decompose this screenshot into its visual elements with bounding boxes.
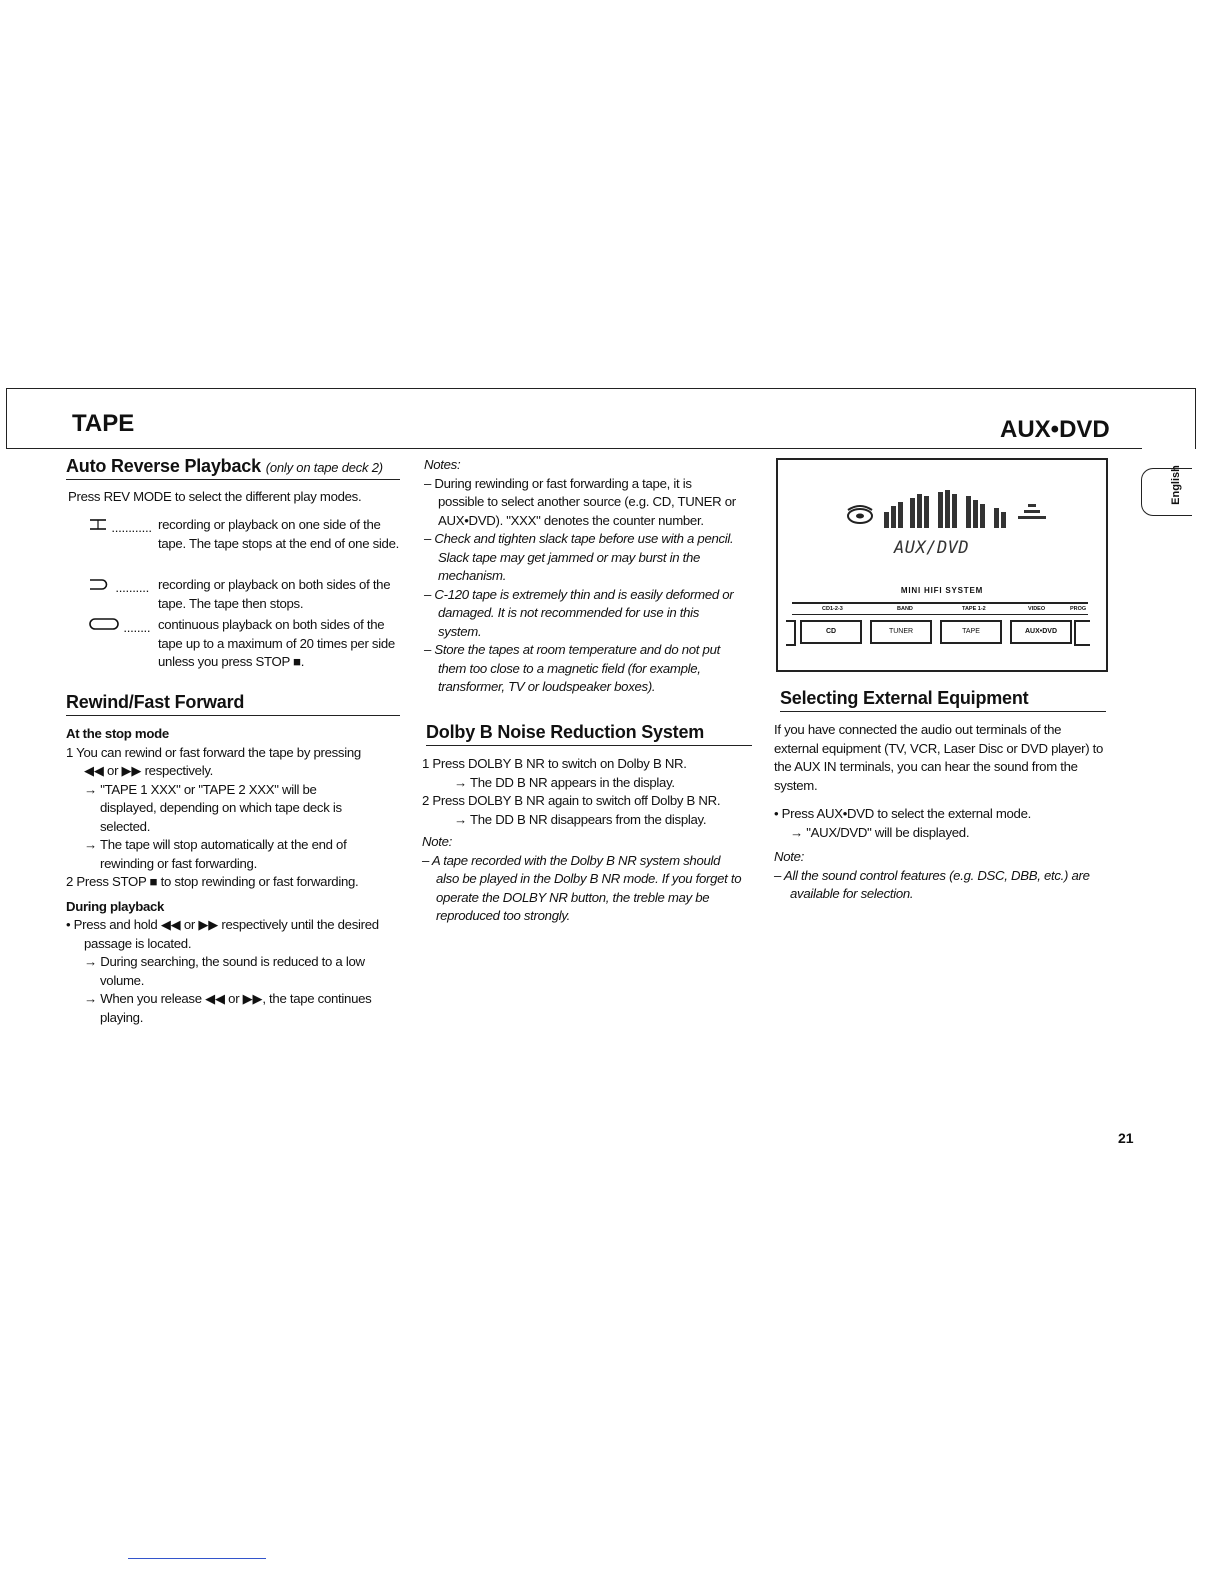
tuner-button[interactable]: TUNER [870,620,932,644]
rewind-heading: Rewind/Fast Forward [66,692,400,716]
dolby-section [426,722,752,746]
auto-reverse-heading [66,456,400,480]
dolby-heading: Dolby B Noise Reduction System [426,722,752,746]
dolby-step-1-result: → The DD B NR appears in the display. [454,774,675,790]
display-divider [792,602,1088,604]
header-rule [6,448,1142,449]
playback-bullet-e: → When you release ◀◀ or ▶▶, the tape continues [84,991,372,1006]
dolby-body [422,755,766,926]
rewind-step-1g: rewinding or fast forwarding. [100,855,257,871]
dolby-note-4: reproduced too strongly. [436,908,571,923]
button-label-cd: CD1-2-3 [822,606,843,612]
external-section [780,688,1106,712]
note-line-6: mechanism. [438,568,507,583]
mode-one-side-dots: ............ [111,520,152,535]
playback-bullet-d: volume. [100,972,145,988]
rewind-step-1: 1 You can rewind or fast forward the tape by pressing [66,744,361,760]
external-heading: Selecting External Equipment [780,688,1106,712]
right-bracket [1074,620,1090,646]
auto-reverse-section [66,456,400,480]
during-playback-heading: During playback [66,898,165,914]
playback-bullet-c: → During searching, the sound is reduced to a low [84,954,365,969]
stop-mode-heading: At the stop mode [66,726,169,741]
rewind-body [66,725,410,1027]
mode-both-sides-text: recording or playback on both sides of the tape. The tape then stops. [158,577,391,611]
rewind-section [66,692,400,716]
rewind-step-1c: → "TAPE 1 XXX" or "TAPE 2 XXX" will be [84,781,317,797]
aux-dvd-button[interactable]: AUX•DVD [1010,620,1072,644]
mode-continuous-text: continuous playback on both sides of the tape up to a maximum of 20 times per side unless you press STOP ■. [158,617,395,669]
mode-both-sides-dots: .......... [115,580,150,595]
display-illustration [776,458,1108,672]
dolby-note-1: – A tape recorded with the Dolby B NR system should [422,852,721,868]
dolby-step-2: 2 Press DOLBY B NR again to switch off Dolby B NR. [422,793,721,808]
dolby-step-1: 1 Press DOLBY B NR to switch on Dolby B NR. [422,756,687,771]
mode-one-side-text: recording or playback on one side of the tape. The tape stops at the end of one side. [158,517,399,551]
notes-label: Notes: [424,457,461,472]
mode-row-one-side [88,516,408,553]
notes-block [424,456,764,697]
external-bullet: • Press AUX•DVD to select the external mode. [774,806,1031,821]
note-line-4: – Check and tighten slack tape before use with a pencil. [424,531,734,546]
external-note-label: Note: [774,849,805,864]
external-p4: system. [774,777,818,793]
note-line-7: – C-120 tape is extremely thin and is easily deformed or [424,586,734,602]
external-note-2: available for selection. [790,886,914,901]
note-line-5: Slack tape may get jammed or may burst in the [438,549,701,565]
one-side-mode-icon [88,516,108,532]
external-p2: external equipment (TV, VCR, Laser Disc or DVD player) to [774,740,1104,756]
language-tab [1141,465,1192,516]
external-bullet-result: → "AUX/DVD" will be displayed. [790,824,970,840]
continuous-mode-icon [88,616,120,632]
system-label: MINI HIFI SYSTEM [900,586,984,595]
note-line-3: AUX•DVD). "XXX" denotes the counter number. [438,512,704,528]
rewind-step-1d: displayed, depending on which tape deck is [100,800,342,815]
language-tab-label: English [1169,465,1182,505]
note-line-8: damaged. It is not recommended for use in this [438,605,700,620]
button-label-band: BAND [897,606,913,612]
button-label-tape: TAPE 1-2 [962,606,986,612]
auto-reverse-subtitle: (only on tape deck 2) [265,460,383,475]
note-line-11: them too close to a magnetic field (for example, [438,660,701,676]
external-body [774,721,1130,904]
external-note-1: – All the sound control features (e.g. DSC, DBB, etc.) are [774,867,1090,883]
note-line-12: transformer, TV or loudspeaker boxes). [438,679,656,694]
page-number: 21 [1118,1130,1134,1146]
mode-continuous-dots: ........ [123,620,151,635]
dolby-note-label: Note: [422,834,453,849]
dolby-note-2: also be played in the Dolby B NR mode. If you forget to [436,871,742,886]
auto-reverse-bullet-text: Press REV MODE to select the different play modes. [68,489,362,504]
auto-reverse-title: Auto Reverse Playback [66,456,261,476]
note-line-1: – During rewinding or fast forwarding a tape, it is [424,475,692,491]
playback-bullet-f: playing. [100,1009,144,1025]
note-line-9: system. [438,623,482,639]
auto-reverse-bullet [68,488,408,507]
rewind-step-2: 2 Press STOP ■ to stop rewinding or fast forwarding. [66,874,359,889]
both-sides-mode-icon [88,576,112,592]
section-title-aux-dvd: AUX•DVD [1000,416,1110,443]
note-line-2: possible to select another source (e.g. CD, TUNER or [438,494,736,509]
button-label-prog: PROG [1070,606,1087,612]
spectrum-icon [880,482,1050,534]
section-title-tape: TAPE [72,410,135,437]
mode-row-both-sides [88,576,408,613]
disc-icon [842,498,882,528]
playback-bullet-b: passage is located. [84,935,192,951]
rewind-step-1f: → The tape will stop automatically at the end of [84,837,347,852]
cd-button[interactable]: CD [800,620,862,644]
rewind-step-1e: selected. [100,818,151,834]
lcd-text: AUX/DVD [894,538,970,558]
external-p1: If you have connected the audio out terminals of the [774,722,1062,737]
dolby-note-3: operate the DOLBY NR button, the treble may be [436,889,710,905]
left-bracket [786,620,796,646]
button-label-video: VIDEO [1028,606,1046,612]
playback-bullet: • Press and hold ◀◀ or ▶▶ respectively until the desired [66,917,379,932]
dolby-step-2-result: → The DD B NR disappears from the display. [454,811,707,827]
button-row-rule [792,614,1088,615]
mode-row-continuous [88,616,408,672]
tape-button[interactable]: TAPE [940,620,1002,644]
external-p3: the AUX IN terminals, you can hear the sound from the [774,759,1078,774]
note-line-10: – Store the tapes at room temperature and do not put [424,642,720,657]
rewind-step-1b: ◀◀ or ▶▶ respectively. [84,763,213,778]
footer-line [128,1558,266,1559]
